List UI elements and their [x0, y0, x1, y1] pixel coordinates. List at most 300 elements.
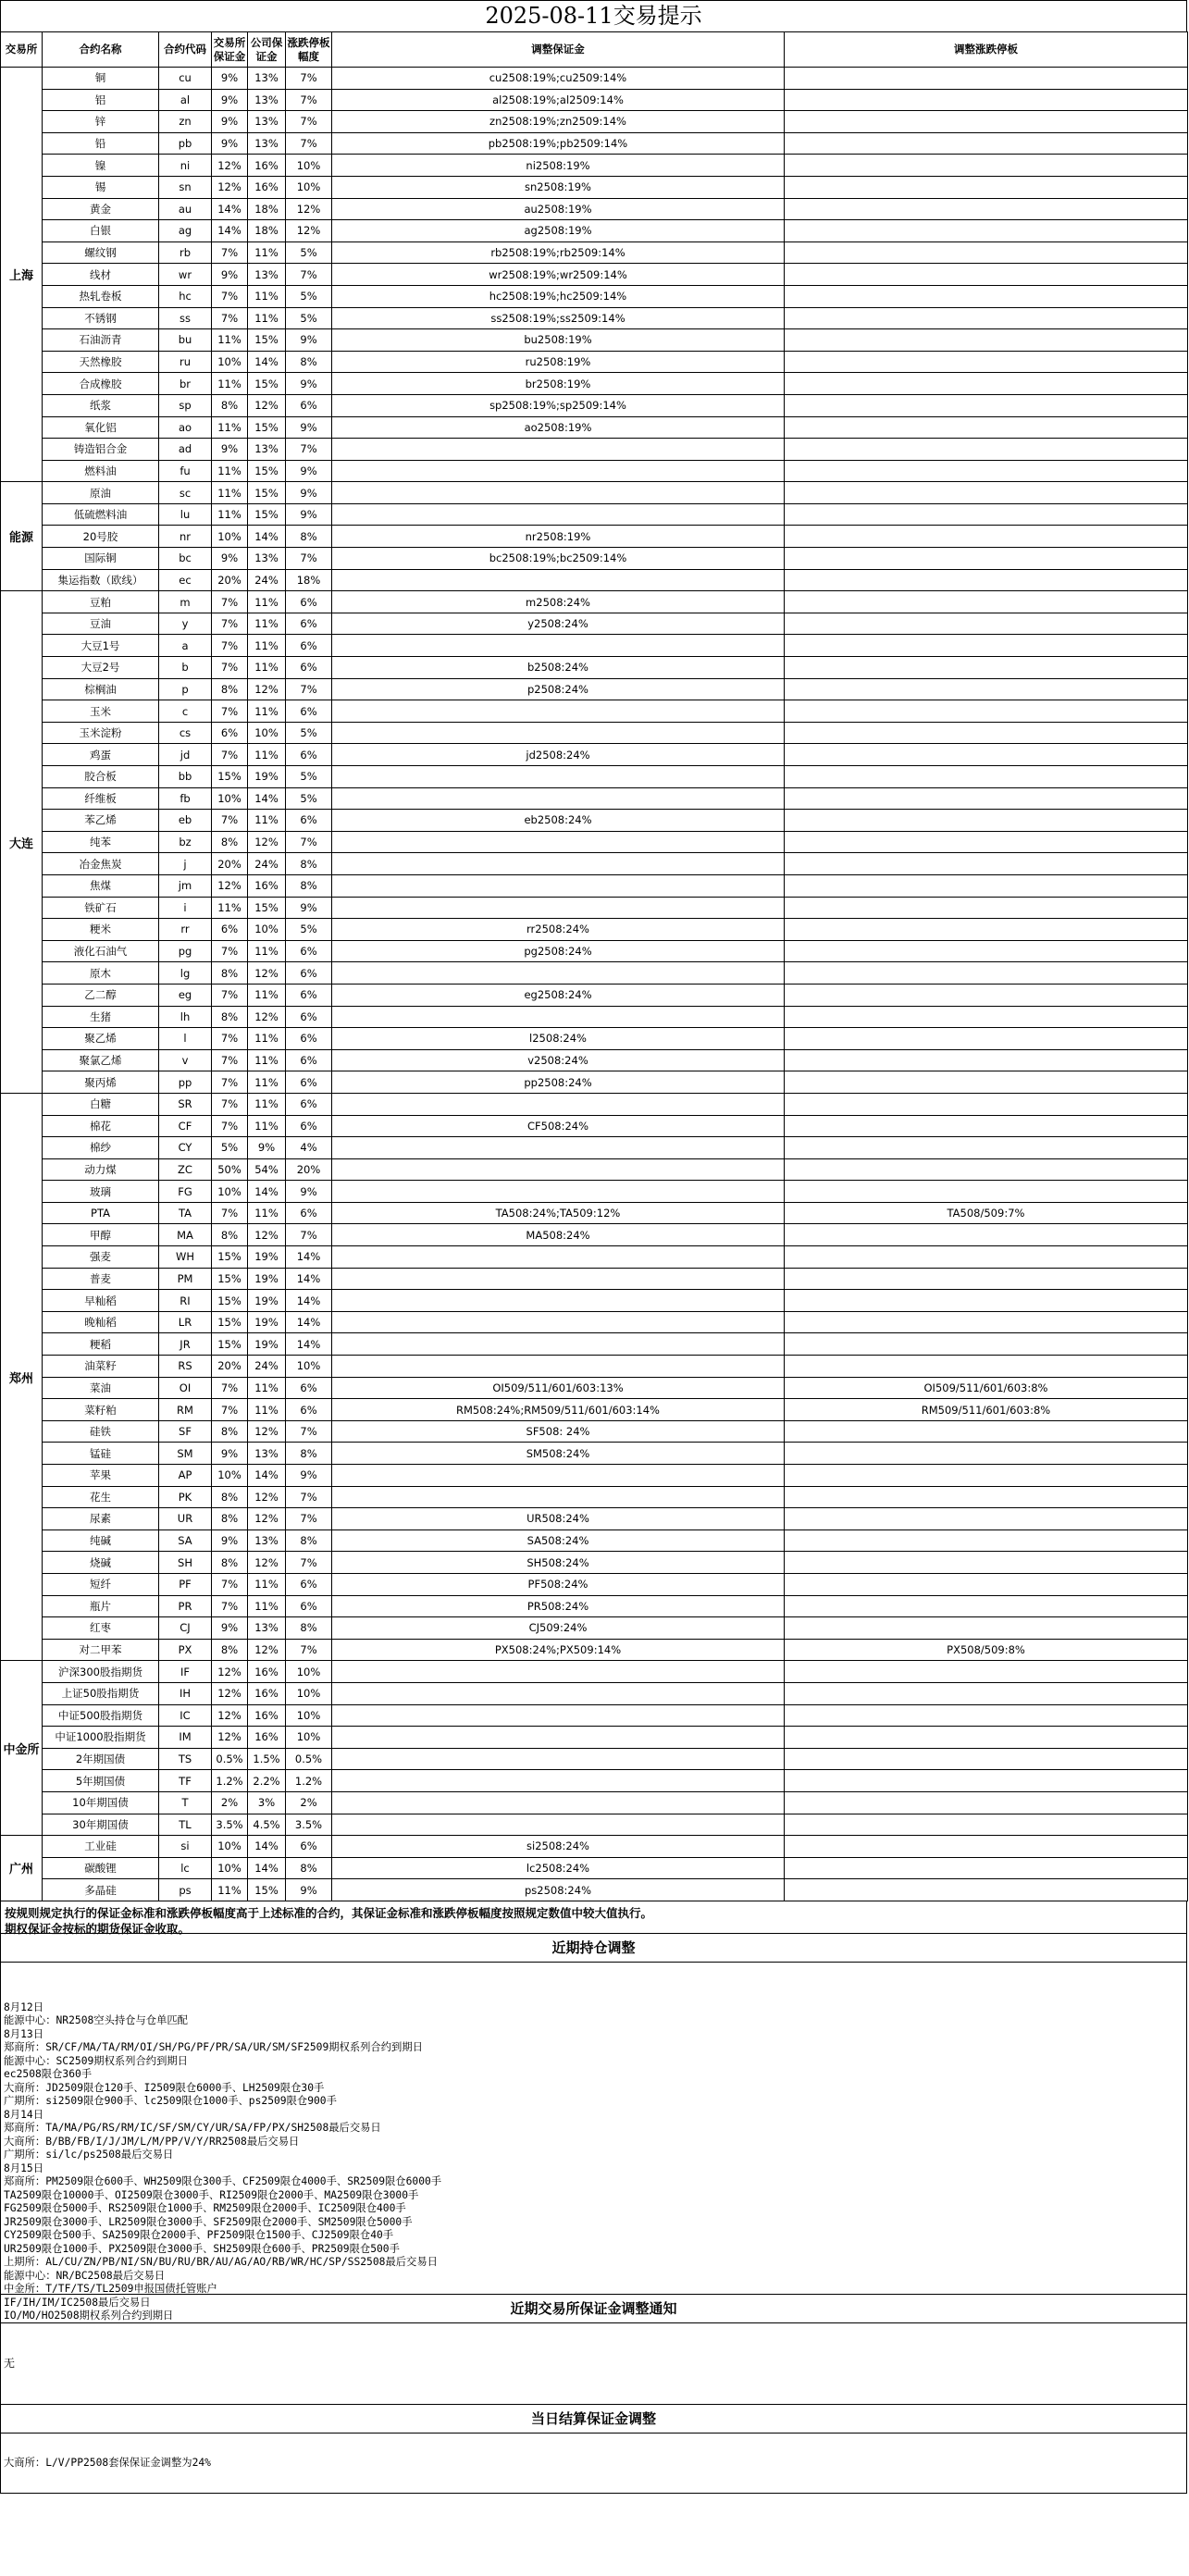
cell-contract-name: 油菜籽 [43, 1356, 159, 1378]
cell-adjusted-margin [332, 503, 785, 526]
cell-company-margin: 15% [248, 482, 286, 504]
cell-price-limit: 6% [286, 1573, 332, 1595]
cell-adjusted-margin [332, 1661, 785, 1683]
cell-company-margin: 13% [248, 1443, 286, 1465]
cell-contract-name: 锌 [43, 111, 159, 133]
table-row [1, 132, 1188, 155]
cell-company-margin: 2.2% [248, 1770, 286, 1792]
cell-contract-code: IF [159, 1661, 212, 1683]
cell-contract-name: 氧化铝 [43, 416, 159, 439]
table-row [1, 68, 1188, 90]
cell-adjusted-margin: nr2508:19% [332, 526, 785, 548]
cell-company-margin: 12% [248, 1552, 286, 1574]
cell-contract-code: eg [159, 984, 212, 1006]
cell-adjusted-limit [785, 68, 1188, 90]
cell-adjusted-margin [332, 635, 785, 657]
cell-contract-code: bb [159, 766, 212, 788]
cell-adjusted-limit [785, 1661, 1188, 1683]
cell-exchange-margin: 6% [212, 919, 248, 941]
cell-adjusted-margin [332, 1290, 785, 1312]
cell-adjusted-limit [785, 1420, 1188, 1443]
cell-contract-code: CF [159, 1115, 212, 1137]
cell-contract-code: hc [159, 285, 212, 307]
cell-adjusted-margin: eb2508:24% [332, 810, 785, 832]
table-row [1, 1049, 1188, 1071]
cell-contract-code: PM [159, 1268, 212, 1290]
cell-adjusted-limit [785, 787, 1188, 810]
cell-company-margin: 9% [248, 1137, 286, 1159]
cell-adjusted-margin [332, 1137, 785, 1159]
header-exchange: 交易所 [1, 32, 43, 68]
cell-price-limit: 9% [286, 329, 332, 352]
cell-company-margin: 12% [248, 831, 286, 853]
cell-contract-name: 玉米 [43, 700, 159, 723]
cell-contract-name: 5年期国债 [43, 1770, 159, 1792]
cell-exchange-margin: 6% [212, 722, 248, 744]
cell-adjusted-margin [332, 1770, 785, 1792]
cell-adjusted-limit [785, 678, 1188, 700]
cell-exchange-margin: 7% [212, 657, 248, 679]
cell-adjusted-margin: y2508:24% [332, 613, 785, 635]
cell-contract-name: 纤维板 [43, 787, 159, 810]
table-row [1, 853, 1188, 875]
cell-contract-name: 线材 [43, 264, 159, 286]
cell-price-limit: 6% [286, 1399, 332, 1421]
cell-exchange-margin: 9% [212, 548, 248, 570]
cell-company-margin: 11% [248, 613, 286, 635]
cell-company-margin: 11% [248, 700, 286, 723]
cell-price-limit: 8% [286, 874, 332, 897]
cell-price-limit: 10% [286, 1356, 332, 1378]
cell-contract-code: cu [159, 68, 212, 90]
cell-price-limit: 9% [286, 416, 332, 439]
header-contract-code: 合约代码 [159, 32, 212, 68]
cell-adjusted-margin: PF508:24% [332, 1573, 785, 1595]
cell-adjusted-margin [332, 439, 785, 461]
table-row [1, 984, 1188, 1006]
cell-adjusted-margin: m2508:24% [332, 591, 785, 613]
table-row [1, 1443, 1188, 1465]
cell-exchange-margin: 7% [212, 285, 248, 307]
cell-contract-name: 30年期国债 [43, 1814, 159, 1836]
cell-company-margin: 11% [248, 1049, 286, 1071]
cell-exchange-margin: 7% [212, 613, 248, 635]
cell-price-limit: 7% [286, 264, 332, 286]
cell-adjusted-margin [332, 897, 785, 919]
cell-contract-name: 豆油 [43, 613, 159, 635]
cell-contract-code: nr [159, 526, 212, 548]
cell-adjusted-margin: UR508:24% [332, 1508, 785, 1530]
table-row [1, 1661, 1188, 1683]
cell-company-margin: 11% [248, 307, 286, 329]
cell-contract-name: 原油 [43, 482, 159, 504]
cell-exchange-margin: 7% [212, 810, 248, 832]
cell-company-margin: 11% [248, 285, 286, 307]
cell-exchange-margin: 12% [212, 1682, 248, 1704]
cell-adjusted-margin [332, 853, 785, 875]
cell-adjusted-limit [785, 176, 1188, 198]
cell-price-limit: 6% [286, 394, 332, 416]
cell-adjusted-margin: au2508:19% [332, 198, 785, 220]
table-row [1, 1486, 1188, 1508]
cell-company-margin: 11% [248, 1093, 286, 1115]
cell-adjusted-limit [785, 1224, 1188, 1246]
cell-adjusted-limit [785, 1158, 1188, 1181]
settle-text: 大商所：L/V/PP2508套保保证金调整为24% [0, 2434, 1187, 2494]
cell-contract-code: RS [159, 1356, 212, 1378]
cell-price-limit: 2% [286, 1791, 332, 1814]
cell-price-limit: 0.5% [286, 1748, 332, 1770]
table-row [1, 1377, 1188, 1399]
cell-adjusted-limit [785, 1770, 1188, 1792]
cell-price-limit: 8% [286, 1857, 332, 1879]
cell-contract-name: 短纤 [43, 1573, 159, 1595]
cell-contract-code: l [159, 1028, 212, 1050]
cell-contract-name: 粳米 [43, 919, 159, 941]
cell-exchange-margin: 12% [212, 176, 248, 198]
cell-adjusted-margin [332, 1093, 785, 1115]
cell-adjusted-limit [785, 1595, 1188, 1617]
cell-price-limit: 6% [286, 613, 332, 635]
cell-contract-code: SH [159, 1552, 212, 1574]
cell-adjusted-limit [785, 1115, 1188, 1137]
cell-exchange-margin: 7% [212, 1071, 248, 1094]
cell-company-margin: 13% [248, 1530, 286, 1552]
cell-contract-code: IH [159, 1682, 212, 1704]
cell-adjusted-limit [785, 1814, 1188, 1836]
cell-exchange-margin: 9% [212, 264, 248, 286]
cell-adjusted-margin [332, 787, 785, 810]
cell-exchange-margin: 7% [212, 1049, 248, 1071]
cell-adjusted-margin: CJ509:24% [332, 1617, 785, 1640]
cell-contract-code: bu [159, 329, 212, 352]
cell-contract-code: ru [159, 351, 212, 373]
cell-contract-name: 大豆1号 [43, 635, 159, 657]
table-row [1, 155, 1188, 177]
table-row [1, 416, 1188, 439]
cell-contract-name: 低硫燃料油 [43, 503, 159, 526]
cell-price-limit: 5% [286, 722, 332, 744]
cell-adjusted-limit [785, 264, 1188, 286]
cell-adjusted-margin [332, 460, 785, 482]
table-row [1, 373, 1188, 395]
table-row [1, 264, 1188, 286]
cell-contract-name: 冶金焦炭 [43, 853, 159, 875]
cell-company-margin: 3% [248, 1791, 286, 1814]
cell-adjusted-margin [332, 1748, 785, 1770]
cell-contract-code: bz [159, 831, 212, 853]
cell-price-limit: 6% [286, 1115, 332, 1137]
cell-contract-code: rr [159, 919, 212, 941]
cell-contract-name: 上证50股指期货 [43, 1682, 159, 1704]
cell-company-margin: 14% [248, 1836, 286, 1858]
cell-company-margin: 19% [248, 1246, 286, 1269]
cell-contract-code: sc [159, 482, 212, 504]
cell-company-margin: 11% [248, 1202, 286, 1224]
cell-adjusted-limit [785, 1791, 1188, 1814]
table-row [1, 766, 1188, 788]
cell-adjusted-limit [785, 1552, 1188, 1574]
cell-price-limit: 12% [286, 198, 332, 220]
cell-adjusted-limit [785, 1617, 1188, 1640]
cell-price-limit: 18% [286, 569, 332, 591]
cell-price-limit: 14% [286, 1246, 332, 1269]
cell-exchange-margin: 20% [212, 853, 248, 875]
cell-adjusted-margin [332, 1333, 785, 1356]
cell-price-limit: 6% [286, 1836, 332, 1858]
cell-adjusted-margin: ps2508:24% [332, 1879, 785, 1901]
cell-contract-code: lg [159, 962, 212, 985]
table-row [1, 460, 1188, 482]
cell-company-margin: 12% [248, 1006, 286, 1028]
cell-contract-name: 铁矿石 [43, 897, 159, 919]
cell-adjusted-limit [785, 307, 1188, 329]
cell-contract-code: RI [159, 1290, 212, 1312]
cell-exchange-margin: 1.2% [212, 1770, 248, 1792]
cell-contract-code: TS [159, 1748, 212, 1770]
cell-contract-name: 铜 [43, 68, 159, 90]
cell-price-limit: 10% [286, 1661, 332, 1683]
cell-price-limit: 6% [286, 962, 332, 985]
cell-contract-code: ss [159, 307, 212, 329]
table-row [1, 285, 1188, 307]
cell-contract-code: lc [159, 1857, 212, 1879]
table-row [1, 1356, 1188, 1378]
cell-contract-code: ao [159, 416, 212, 439]
cell-adjusted-margin [332, 1486, 785, 1508]
cell-contract-code: ZC [159, 1158, 212, 1181]
cell-price-limit: 8% [286, 1530, 332, 1552]
cell-adjusted-limit [785, 722, 1188, 744]
cell-adjusted-margin [332, 1181, 785, 1203]
cell-exchange-margin: 11% [212, 416, 248, 439]
cell-adjusted-limit [785, 198, 1188, 220]
cell-price-limit: 7% [286, 678, 332, 700]
cell-adjusted-margin: sp2508:19%;sp2509:14% [332, 394, 785, 416]
cell-exchange-margin: 10% [212, 1465, 248, 1487]
cell-contract-code: j [159, 853, 212, 875]
cell-adjusted-limit [785, 962, 1188, 985]
cell-exchange-margin: 11% [212, 897, 248, 919]
cell-contract-code: lh [159, 1006, 212, 1028]
cell-price-limit: 12% [286, 220, 332, 242]
cell-adjusted-limit [785, 1268, 1188, 1290]
cell-company-margin: 15% [248, 460, 286, 482]
cell-price-limit: 14% [286, 1290, 332, 1312]
cell-adjusted-margin: p2508:24% [332, 678, 785, 700]
cell-contract-code: pb [159, 132, 212, 155]
cell-adjusted-margin: cu2508:19%;cu2509:14% [332, 68, 785, 90]
cell-company-margin: 16% [248, 1682, 286, 1704]
cell-company-margin: 12% [248, 1639, 286, 1661]
cell-contract-name: 10年期国债 [43, 1791, 159, 1814]
cell-contract-name: 燃料油 [43, 460, 159, 482]
page-title: 2025-08-11交易提示 [0, 0, 1187, 31]
cell-adjusted-margin: eg2508:24% [332, 984, 785, 1006]
cell-adjusted-margin: ni2508:19% [332, 155, 785, 177]
cell-price-limit: 6% [286, 657, 332, 679]
cell-adjusted-limit [785, 810, 1188, 832]
cell-adjusted-margin: bc2508:19%;bc2509:14% [332, 548, 785, 570]
cell-adjusted-limit [785, 1704, 1188, 1727]
table-row [1, 111, 1188, 133]
cell-company-margin: 12% [248, 1420, 286, 1443]
cell-price-limit: 5% [286, 919, 332, 941]
cell-adjusted-margin: ss2508:19%;ss2509:14% [332, 307, 785, 329]
cell-contract-name: 棉花 [43, 1115, 159, 1137]
table-row [1, 874, 1188, 897]
cell-contract-name: 锡 [43, 176, 159, 198]
cell-contract-code: CJ [159, 1617, 212, 1640]
cell-adjusted-limit [785, 744, 1188, 766]
cell-contract-name: 玻璃 [43, 1181, 159, 1203]
cell-exchange-margin: 9% [212, 111, 248, 133]
cell-company-margin: 13% [248, 264, 286, 286]
cell-adjusted-margin: SF508: 24% [332, 1420, 785, 1443]
table-row [1, 1224, 1188, 1246]
cell-contract-code: y [159, 613, 212, 635]
cell-contract-name: 沪深300股指期货 [43, 1661, 159, 1683]
cell-contract-name: 集运指数（欧线） [43, 569, 159, 591]
cell-contract-name: 对二甲苯 [43, 1639, 159, 1661]
cell-adjusted-limit [785, 285, 1188, 307]
table-row [1, 1791, 1188, 1814]
cell-company-margin: 11% [248, 1573, 286, 1595]
table-row [1, 591, 1188, 613]
table-row [1, 1682, 1188, 1704]
cell-exchange-margin: 15% [212, 1333, 248, 1356]
table-row [1, 700, 1188, 723]
cell-company-margin: 13% [248, 1617, 286, 1640]
table-body [1, 68, 1188, 1901]
cell-adjusted-limit [785, 1573, 1188, 1595]
exchange-cell: 郑州 [1, 1093, 43, 1660]
cell-contract-code: SM [159, 1443, 212, 1465]
cell-adjusted-margin [332, 482, 785, 504]
table-row [1, 940, 1188, 962]
cell-contract-code: zn [159, 111, 212, 133]
cell-exchange-margin: 8% [212, 831, 248, 853]
cell-exchange-margin: 10% [212, 351, 248, 373]
cell-company-margin: 12% [248, 1224, 286, 1246]
cell-adjusted-margin [332, 569, 785, 591]
cell-company-margin: 15% [248, 897, 286, 919]
cell-exchange-margin: 7% [212, 940, 248, 962]
cell-exchange-margin: 9% [212, 1530, 248, 1552]
cell-company-margin: 24% [248, 853, 286, 875]
cell-contract-name: 花生 [43, 1486, 159, 1508]
cell-company-margin: 13% [248, 68, 286, 90]
table-row [1, 1552, 1188, 1574]
cell-contract-code: TL [159, 1814, 212, 1836]
cell-contract-code: FG [159, 1181, 212, 1203]
cell-adjusted-margin: rr2508:24% [332, 919, 785, 941]
cell-price-limit: 8% [286, 1443, 332, 1465]
cell-company-margin: 24% [248, 569, 286, 591]
cell-company-margin: 18% [248, 198, 286, 220]
cell-contract-name: 尿素 [43, 1508, 159, 1530]
table-row [1, 1399, 1188, 1421]
cell-contract-code: v [159, 1049, 212, 1071]
cell-price-limit: 6% [286, 1071, 332, 1094]
cell-adjusted-limit [785, 111, 1188, 133]
cell-company-margin: 16% [248, 155, 286, 177]
cell-contract-name: 不锈钢 [43, 307, 159, 329]
cell-contract-code: lu [159, 503, 212, 526]
table-row [1, 1465, 1188, 1487]
cell-contract-name: 石油沥青 [43, 329, 159, 352]
cell-adjusted-margin: bu2508:19% [332, 329, 785, 352]
cell-price-limit: 5% [286, 766, 332, 788]
cell-exchange-margin: 10% [212, 526, 248, 548]
cell-company-margin: 12% [248, 962, 286, 985]
cell-adjusted-margin: rb2508:19%;rb2509:14% [332, 242, 785, 264]
cell-price-limit: 7% [286, 89, 332, 111]
cell-adjusted-limit [785, 1356, 1188, 1378]
cell-contract-name: 铸造铝合金 [43, 439, 159, 461]
cell-price-limit: 5% [286, 307, 332, 329]
cell-exchange-margin: 7% [212, 1202, 248, 1224]
cell-adjusted-limit [785, 1071, 1188, 1094]
cell-exchange-margin: 10% [212, 1836, 248, 1858]
table-row [1, 1181, 1188, 1203]
table-row [1, 503, 1188, 526]
cell-adjusted-margin: PR508:24% [332, 1595, 785, 1617]
cell-adjusted-limit [785, 1682, 1188, 1704]
cell-adjusted-margin: SM508:24% [332, 1443, 785, 1465]
cell-company-margin: 24% [248, 1356, 286, 1378]
cell-company-margin: 15% [248, 373, 286, 395]
cell-company-margin: 16% [248, 176, 286, 198]
cell-company-margin: 15% [248, 416, 286, 439]
table-row [1, 744, 1188, 766]
cell-price-limit: 3.5% [286, 1814, 332, 1836]
cell-price-limit: 7% [286, 111, 332, 133]
cell-exchange-margin: 8% [212, 1486, 248, 1508]
cell-exchange-margin: 7% [212, 1595, 248, 1617]
cell-contract-code: sp [159, 394, 212, 416]
cell-contract-name: 苹果 [43, 1465, 159, 1487]
table-header-row [1, 32, 1188, 68]
cell-company-margin: 15% [248, 329, 286, 352]
cell-exchange-margin: 9% [212, 68, 248, 90]
cell-adjusted-limit [785, 482, 1188, 504]
cell-contract-code: SR [159, 1093, 212, 1115]
cell-price-limit: 4% [286, 1137, 332, 1159]
cell-price-limit: 5% [286, 242, 332, 264]
cell-price-limit: 6% [286, 744, 332, 766]
cell-adjusted-limit [785, 919, 1188, 941]
table-row [1, 482, 1188, 504]
table-row [1, 1115, 1188, 1137]
cell-adjusted-margin [332, 1727, 785, 1749]
cell-price-limit: 7% [286, 1639, 332, 1661]
cell-contract-name: 中证1000股指期货 [43, 1727, 159, 1749]
cell-adjusted-margin: lc2508:24% [332, 1857, 785, 1879]
cell-adjusted-limit [785, 351, 1188, 373]
cell-contract-name: 纯苯 [43, 831, 159, 853]
table-row [1, 1617, 1188, 1640]
table-row [1, 1006, 1188, 1028]
cell-adjusted-margin [332, 1465, 785, 1487]
cell-contract-code: eb [159, 810, 212, 832]
cell-price-limit: 14% [286, 1333, 332, 1356]
cell-price-limit: 6% [286, 1028, 332, 1050]
table-row [1, 394, 1188, 416]
cell-company-margin: 11% [248, 744, 286, 766]
cell-price-limit: 9% [286, 482, 332, 504]
cell-adjusted-margin [332, 1268, 785, 1290]
